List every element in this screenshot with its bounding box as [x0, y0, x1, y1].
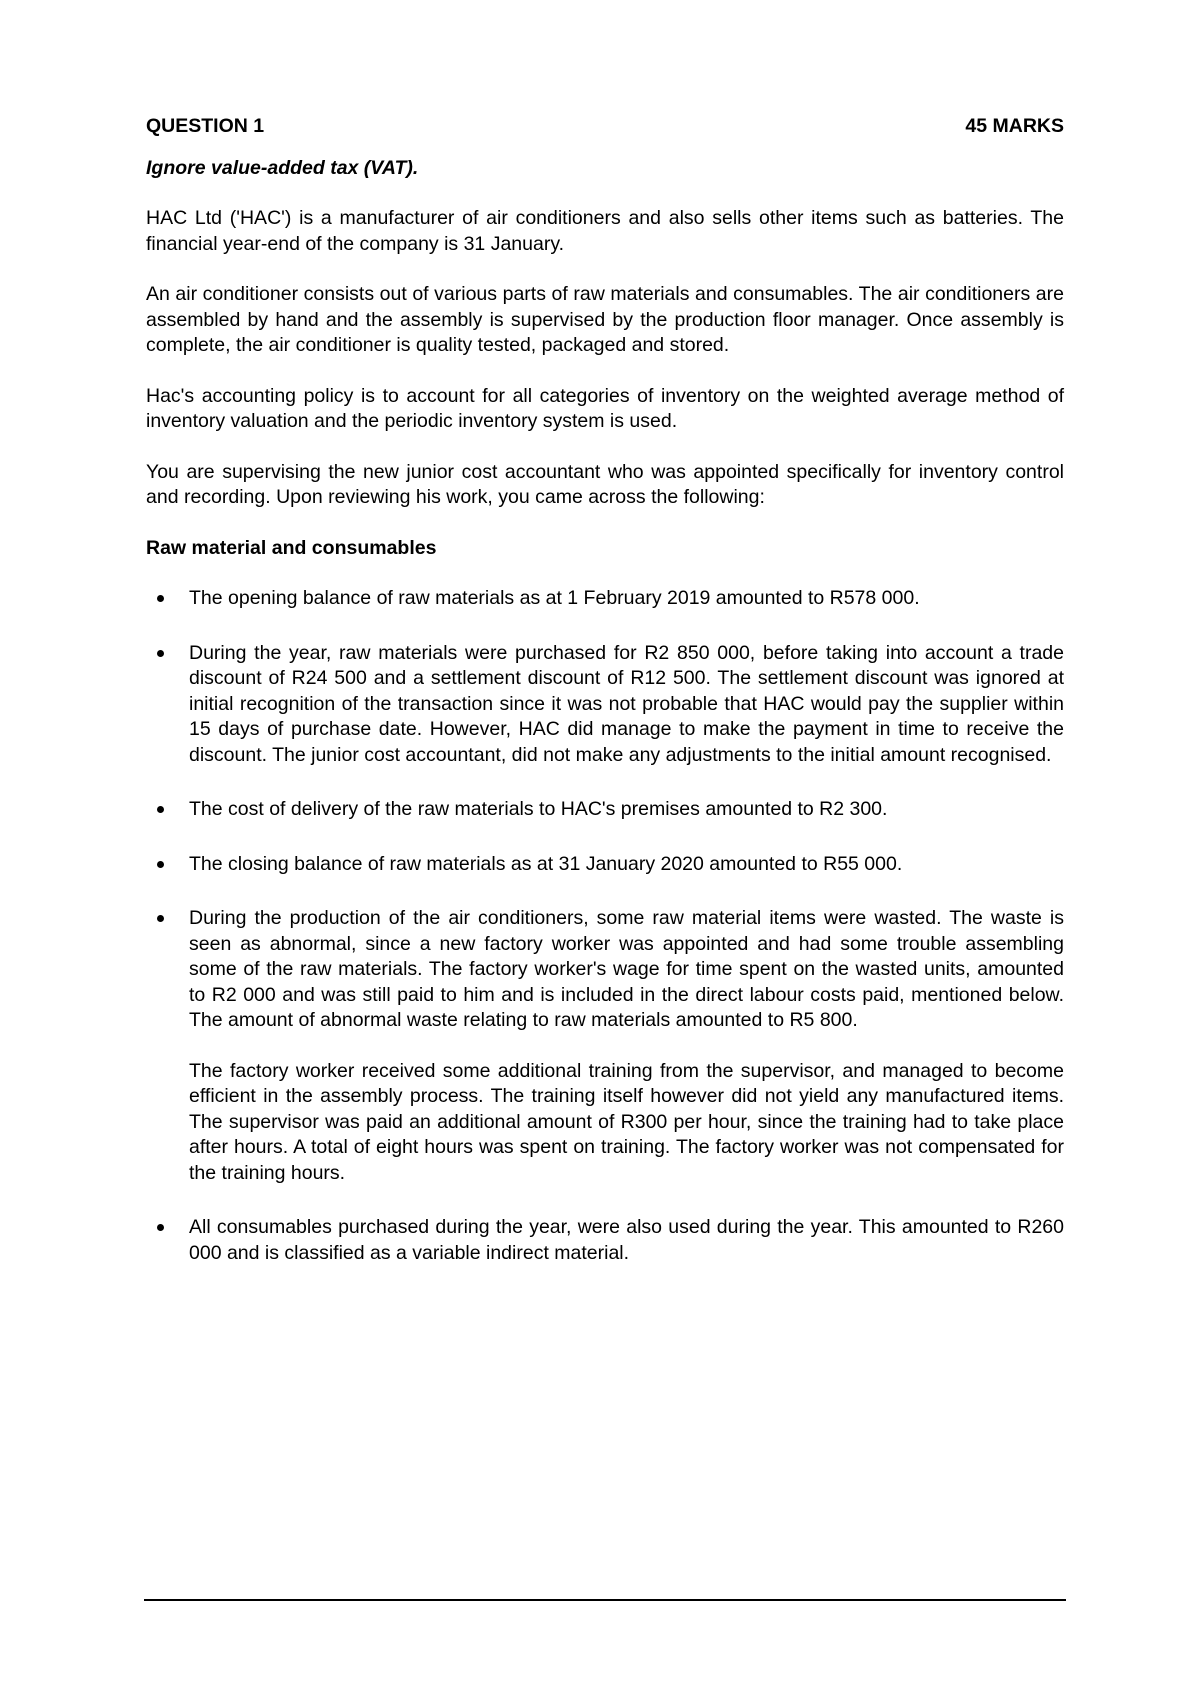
list-item: [146, 586, 1064, 612]
list-item: [146, 852, 1064, 878]
list-item: [146, 906, 1064, 1186]
bullet-continuation-text: The factory worker received some additional training from the supervisor, and managed to become efficient in the assembly process. The training itself however did not yield any manufactured items. The supervisor was paid an additional amount of R300 per hour, since the training had to take place after hours. A total of eight hours was spent on training. The factory worker was not compensated for the training hours.: [189, 1059, 1064, 1184]
list-item: [146, 797, 1064, 823]
bullet-icon: [157, 650, 164, 657]
vat-instruction: Ignore value-added tax (VAT).: [146, 156, 419, 179]
bullet-icon: [157, 1224, 164, 1231]
supervision-paragraph: You are supervising the new junior cost accountant who was appointed specifically for inventory control and recording. Upon reviewing his work, you came across the following:: [146, 460, 1064, 508]
bullet-list: [146, 586, 1064, 1266]
list-item: [146, 641, 1064, 769]
footer-divider: [144, 1599, 1066, 1601]
question-title: QUESTION 1: [146, 115, 265, 137]
assembly-paragraph: An air conditioner consists out of various parts of raw materials and consumables. The air conditioners are assembled by hand and the assembly is supervised by the production floor manager. Once assembly is complete, the air conditioner is quality tested, packaged and stored.: [146, 283, 1064, 356]
bullet-icon: [157, 595, 164, 602]
bullet-text: During the production of the air conditioners, some raw material items were wasted. The waste is seen as abnormal, since a new factory worker was appointed and had some trouble assembling some of the raw materials. The factory worker's wage for time spent on the wasted units, amounted to R2 000 and was still paid to him and is included in the direct labour costs paid, mentioned below. The amount of abnormal waste relating to raw materials amounted to R5 800.: [189, 907, 1064, 1031]
bullet-icon: [157, 861, 164, 868]
list-item: [146, 1215, 1064, 1266]
question-header: [146, 114, 1064, 140]
bullet-text: The closing balance of raw materials as at 31 January 2020 amounted to R55 000.: [189, 852, 903, 875]
bullet-text: The cost of delivery of the raw materials to HAC's premises amounted to R2 300.: [189, 798, 888, 820]
bullet-text: All consumables purchased during the year, were also used during the year. This amounted to R260 000 and is classified as a variable indirect material.: [189, 1216, 1064, 1264]
bullet-text: The opening balance of raw materials as at 1 February 2019 amounted to R578 000.: [189, 587, 920, 609]
bullet-text: During the year, raw materials were purchased for R2 850 000, before taking into account a trade discount of R24 500 and a settlement discount of R12 500. The settlement discount was ignored at initial recognition of the transaction since it was not probable that HAC would pay the supplier within 15 days of purchase date. However, HAC did manage to make the payment in time to receive the discount. The junior cost accountant, did not make any adjustments to the initial amount recognised.: [189, 641, 1064, 766]
document-page: [146, 114, 1064, 1295]
question-marks: 45 MARKS: [965, 115, 1064, 137]
intro-paragraph: HAC Ltd ('HAC') is a manufacturer of air conditioners and also sells other items such as batteries. The financial year-end of the company is 31 January.: [146, 207, 1064, 255]
section-heading: Raw material and consumables: [146, 536, 437, 559]
bullet-icon: [157, 915, 164, 922]
policy-paragraph: Hac's accounting policy is to account for all categories of inventory on the weighted average method of inventory valuation and the periodic inventory system is used.: [146, 384, 1064, 432]
bullet-icon: [157, 806, 164, 813]
